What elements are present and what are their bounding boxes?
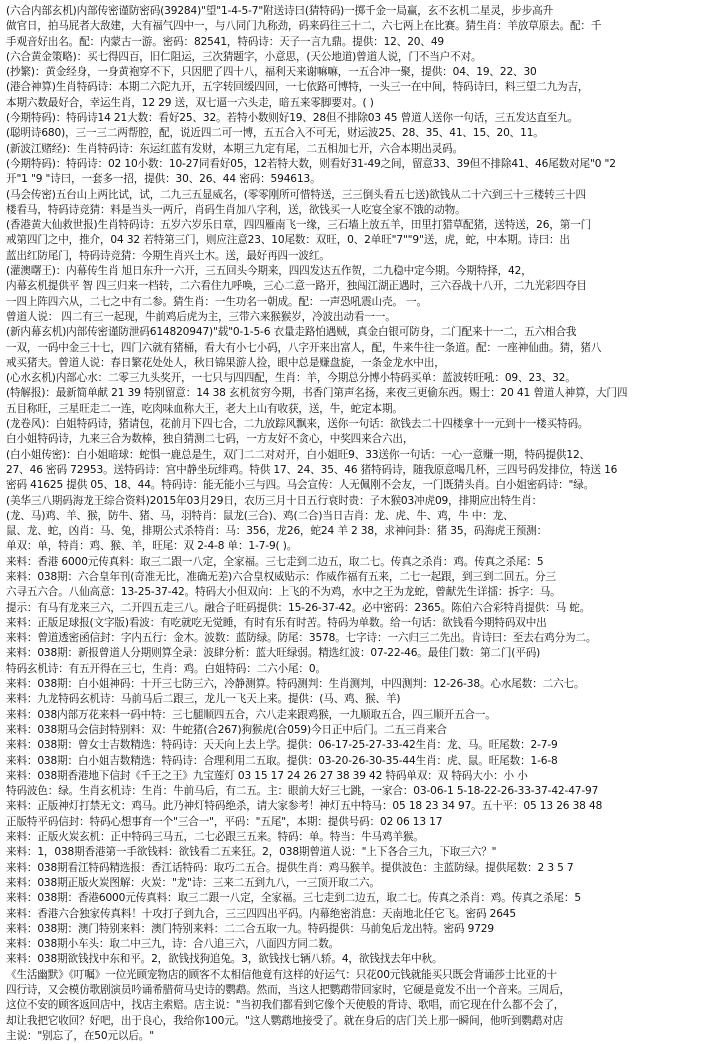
text-line: 来料：香港六合独家传真料！十攻打子到九合，三三四四出平码。内幕绝密消息：天南地北任它飞。密码 2645 xyxy=(6,907,516,920)
text-line: (今期特码)：特码诗：02 10小数：10-27同看好05，12若特大数，则看好31-49之间，留意33、39但不排除41、46尾数对尾"0 "2 xyxy=(6,157,616,170)
text-line: (龙、马)鸡、羊、猴，防牛、猪、马，羽特肖：鼠龙(三合)、鸡(二合)当日吉肖：龙、虎、牛、鸡，牛 中：龙、 xyxy=(6,509,514,522)
text-line: (特解报)：最新简单献 21 39 特别留意：14 38 玄机贫穷今期，书香门第声名扬，来夜三更偷东西。赐士：20 41 曾道人神算，大门四 xyxy=(6,387,628,400)
text-line: 蓝出红防尾门，特码诗竞猜：今期生肖兴土木。送，最好再四一波红。 xyxy=(6,249,330,262)
text-line: 来料：1，038期香港第一手欲钱料：欲钱看二五来狂。2，038期曾道人说："上下各合三九，下取三六？" xyxy=(6,846,497,859)
text-line: (抄繁)：黄金经身，一身黄袍穿不下，只因肥了四十八，福利天来谢嘛嘛，一五合冲一聚，提供：04、19、22、30 xyxy=(6,66,537,79)
text-line: (香港黄大仙救世报)生肖特码诗：五岁六岁乐日章，四四雁南飞一缘，三石墙上放五羊，田里打猎草配猪，送特送，26，第一门 xyxy=(6,219,592,232)
text-line: (今期特码)：特码诗14 21大数：看好25、32。若特小数则好19、28但不排除03 45 曾道人送你一句话，三五发达直至九。 xyxy=(6,112,579,125)
text-line: 提示：有马有龙来三六，二开四五走三八。融合子旺码提供：15-26-37-42。必中密码：2365。陈伯六合彩特肖提供：马 蛇。 xyxy=(6,601,591,614)
text-line: (灌澳曙王)：内幕传生肖 旭日东升一六开，三五回头今期来，四四发达五作贺，二九稳中定今期。今期特择，42， xyxy=(6,265,532,278)
text-line: 来料：038期：曾女士吉数精选：特码诗：天天向上去上学。提供：06-17-25-27-33-42生肖：龙、马。旺尾数：2-7-9 xyxy=(6,739,558,752)
text-line: 来料：038期看江特码精选报：香江话特码：取巧二五合。提供生肖：鸡马猴羊。提供波色：主蓝防绿。提供尾数：2 3 5 7 xyxy=(6,861,574,874)
text-line: 开"1 "9 "诗曰，一套多一招，提供：30、26、44 密码：594613。 xyxy=(6,173,321,186)
text-line: (港合神算)生肖特码诗：本期二六陀九开，五字转回缓四回，一七依路可博特，一头三一在中间，特码诗曰，料三望二九为吉， xyxy=(6,81,589,94)
text-line: 一四上阵四六从，二七之中有二参。猜生肖：一生功名一朝成。配：一声恐吼震山壳。 一。 xyxy=(6,295,427,308)
text-line: 五目称旺，三星旺走二一连，吃肉味血称大王，老大上山有收获，送，牛，蛇定本期。 xyxy=(6,402,403,415)
text-line: 来料：038期：白小姐神码：十开三七防三六，冷静测算。特码测判：生肖测判，中四测判：12-26-38。心水尾数：二六七。 xyxy=(6,678,585,691)
text-line: 来料：038内部万花来料一码中特：三七腿顺四五合，六八走来跟鸡猴，一九顺取五合，四三顺开五合一。 xyxy=(6,708,496,721)
text-line: 六寻五六合。八仙高意：13-25-37-42。特码大小但双向：上飞的不为鸡，水中之王为龙蛇，曾献先生详擂：拆字：马。 xyxy=(6,586,561,599)
text-line: 来料：正版足球报(文字版)看波：有吃就吃无觉睡，有时有乐有时苦。特码为单数。给一句话：欲钱看今期特码双中出 xyxy=(6,616,547,629)
text-line: 27、46 密码 72953。送特码诗：宫中静坐玩绯鸡。特供 17、24、35、46 猪特码诗，随我原意喝几杯，三四号码发排位，特送 16 xyxy=(6,463,618,476)
text-line: 做官日，拍马屁者大敌建，大有福气四中一，与八同门九称劲，码来码往三十二，六七两上在比赛。猜生肖：羊放草原去。配：千 xyxy=(6,20,602,33)
text-line: 来料：038期香港地下信封《千王之王》九宝莲灯 03 15 17 24 26 27 38 39 42 特码单双：双 特码大小：小 小 xyxy=(6,769,528,782)
text-line: (新内幕玄机)内部传密谨防泄码614820947)"载"0-1-5-6 衣量走路怕遇贼，真金白银可防身，二门配来十一二，五六相合我 xyxy=(6,326,577,339)
text-line: 曾道人说： 四二有三一起现，牛前鸡后虎为主，三带六来猴猴岁，冷波出动看一一。 xyxy=(6,310,396,323)
text-line: 四行诗，又会模仿歌剧演员吟诵希腊荷马史诗的鹦鹉。然而，当这人把鹦鹉带回家时，它硬是竟发不出一个音来。三周后， xyxy=(6,984,570,996)
text-line: 单双：单，特肖：鸡、猴、羊，旺尾：双 2-4-8 单：1-7-9( )。 xyxy=(6,540,298,553)
text-line: 密码 41625 提供 05、18、44。特码诗：能无能小三与四。马会宣传：人无佩刚不会友，一门既猜头肖。白小姐密码诗："绿。 xyxy=(6,479,595,492)
text-line: (心水玄机)内部心水：二零三九头奖开，一七只与四四配，生肖：羊，今期总分博小特码买单：蓝波转旺吼：09、23、32。 xyxy=(6,372,576,385)
text-line: 来料：香港 6000元传真料：取三二跟一八定，全家福。三七走到二边五，取二七。传真之杀肖：鸡。传真之杀尾：5 xyxy=(6,555,544,568)
text-line: 正版特平码信封：特码心想事育一个"三合一"，平码："五尾"，本期：提供号码：02 06 13 17 xyxy=(6,815,443,828)
text-line: (美华三八期码海龙王综合资料)2015年03月29日，农历三月十日五行衰时贵：子木猴03冲虎09，排期应出特生肖： xyxy=(6,494,543,507)
text-line: 主说："别忘了，在50元以后。" xyxy=(6,1029,154,1042)
text-line: 来料：038期正版火炭图解：火炭："龙"诗：三来二五到九八，一三顶开取二六。 xyxy=(6,876,380,889)
text-line: 特码波色：绿。生肖玄机诗：生肖：牛前马后，有二五。主：眼前大好三七跳，一家合：03-06-1 5-18-22-26-33-37-42-47-97 xyxy=(6,785,599,798)
text-line: 来料：038期：白小姐吉数精选：特码诗：合理利用二五取。提供：03-20-26-30-35-44生肖：虎、鼠。旺尾数：1-6-8 xyxy=(6,754,558,767)
text-line: 来料：曾道透密函信封：字内五行：金木。波数：蓝防绿。防尾：3578。七字诗：一六归三二先出。肯诗曰：至去右鸡分为二。 xyxy=(6,632,597,645)
text-line: 手观音好出名。配：内蒙古一游。密码：82541，特码诗：天子一言九鼎。提供：12、20、49 xyxy=(6,35,445,48)
text-line: 来料：正版神灯打禁无文：鸡马。此乃神灯特码绝杀，请大家参考！神灯五中特马：05 18 23 34 97。五十平：05 13 26 38 48 xyxy=(6,800,603,813)
text-line: 内幕玄机提供平 智 四三归来一档转，二六看住九呼唤，三心二意一路开，独闯江湖正遇时，三六吞战十八开，二九光彩四夺目 xyxy=(6,280,587,293)
text-line: 却让我把它收回？好吧，出于良心，我给你100元。"这人鹦鹉地接受了。就在身后的店门关上那一瞬间，他听到鹦鹉对店 xyxy=(6,1014,564,1027)
text-line: 来料：038期欲钱找中东和平。2，欲钱找狗追兔。3，欲钱找七辆八轿。4，欲钱找去年中秋。 xyxy=(6,953,443,966)
text-line: 来料：038期：新报曾道人分期则算全录：波肆分析：蓝大旺绿弱。精选红波：07-22-46。最佳门数：第二门(平码) xyxy=(6,647,541,660)
text-line: (新波江赌经)：生肖特码诗：东运红蓝有发财，本期三九定有尾，二五相加七开，六合本期出灵码。 xyxy=(6,142,464,155)
text-line: 本期六数最好合，幸运生肖，12 29 送，双七逼一六头走，暗五来零脚要对。( ) xyxy=(6,96,374,109)
text-line: 白小姐特码诗，九来三合为数棒，独自猜测二七码，一方友好不贪心，中奖四来合六出， xyxy=(6,433,414,446)
text-line: (六合内部玄机)内部传密谨防密码(39284)"望"1-4-5-7"附送诗曰(猜特码)一掷千金一局赢，玄不玄机二星灵，步步高升 xyxy=(6,5,554,17)
text-line: 楼看马，特码诗竞猜：料是当头一两斤，肖码生肖加八字利，送，欲钱买一人吃宴全家不饿的动物。 xyxy=(6,203,466,216)
text-line: 来料：正版火炭玄机：正中特码三马五，二七必跟三五来。特码：单。特当：牛马鸡羊猴。 xyxy=(6,831,424,844)
text-line: 戒第四门之中，推介，04 32 若特第三门，则应注意23、10尾数：双旺，0、2单旺"7""9"送，虎，蛇，中本期。诗曰：出 xyxy=(6,234,570,247)
text-line: 戒买猪夫。曾道人说：春日繁花处处人，秋日锦果游人捡，眼中总是赚盘旋，一条金龙水中出， xyxy=(6,356,445,369)
text-line: 特码玄机诗：有五开得在三七，生肖：鸡。白姐特码：二六小尾：0。 xyxy=(6,662,326,675)
text-line: 鼠、龙、蛇，凶肖：马、兔，排期公式杀特肖：马：356，龙26，蛇24 羊 2 38，求神问卦：猪 35，码海虎王预测： xyxy=(6,525,548,538)
text-line: (龙卷风)：白姐特码诗，猪请包，花前月下四七合，二九放踪风飘来，送你一句话：欲钱去二十四楼拿十一元到十一楼买特码。 xyxy=(6,418,589,431)
text-line: 来料：038期：六合皇年刊(奇准无比，准确无差)六合皇权威贴示：作威作福有五来，二七一起跟，到三到二回五。分三 xyxy=(6,570,556,583)
text-line: (马会传密)五台山上两比试，试，二九三五显威名，(零零刚所可惜特送，三三倒头看五七送)欲钱从二十六到三十三楼转三十四 xyxy=(6,188,586,201)
text-line: 来料：038期马会信封特别料：双：牛蛇猪(合267)狗猴虎(合059)今日正中后门。二五三肖来合 xyxy=(6,723,447,736)
text-line: (白小姐传密)：白小姐暗球：蛇惧一鹿总是生，双门二二对对开，白小姐旺9、33送你一句话：一心一意赚一期，特码提供12、 xyxy=(6,448,590,461)
text-line: 来料：九龙特码玄机诗：马前马后二跟三，龙儿一飞天上来。提供：(马、鸡、猴、羊) xyxy=(6,693,401,706)
text-line: 《生活幽默》《叮嘱》一位光顾宠物店的顾客不太相信他竟有这样的好运气：只花00元钱就能买只既会背诵莎士比亚的十 xyxy=(6,968,557,981)
text-line: 来料：038期：澳门特别来料：澳门特别来料：二二合五取一九。特码提供：马前兔后龙出特。密码 9729 xyxy=(6,922,494,935)
text-line: 这位不安的顾客返回店中，找店主索赔。店主说："当初我们都看到它像个天使般的背诗、歌唱，而它现在什么都不会了， xyxy=(6,999,565,1012)
text-line: (聪明诗680)，三一三二两帮腔，配，说近四二可一博，五五合入不可无，财运波25、28、35、41、15、20、11。 xyxy=(6,127,544,140)
text-line: (六合黄金策略)：买七得四百，旧仁阻运，三次猜题字，小意思，(天公地道)曾道人说，门不当户不对。 xyxy=(6,50,482,63)
text-line: 来料：038期：香港6000元传真料：取三二跟一八定，全家福。三七走到二边五，取二七。传真之杀肖：鸡。传真之杀尾：5 xyxy=(6,892,581,905)
text-line: 来料：038期小车头：取二中三九，诗：合八追三六，八面四方同二数。 xyxy=(6,938,340,951)
text-line: 一双，一码中金三十七，四门六就有猪桶，看大有小七小码，八字开来出富人，配，牛来牛往一条道。配：一座神仙曲。猜，猪八 xyxy=(6,341,602,354)
